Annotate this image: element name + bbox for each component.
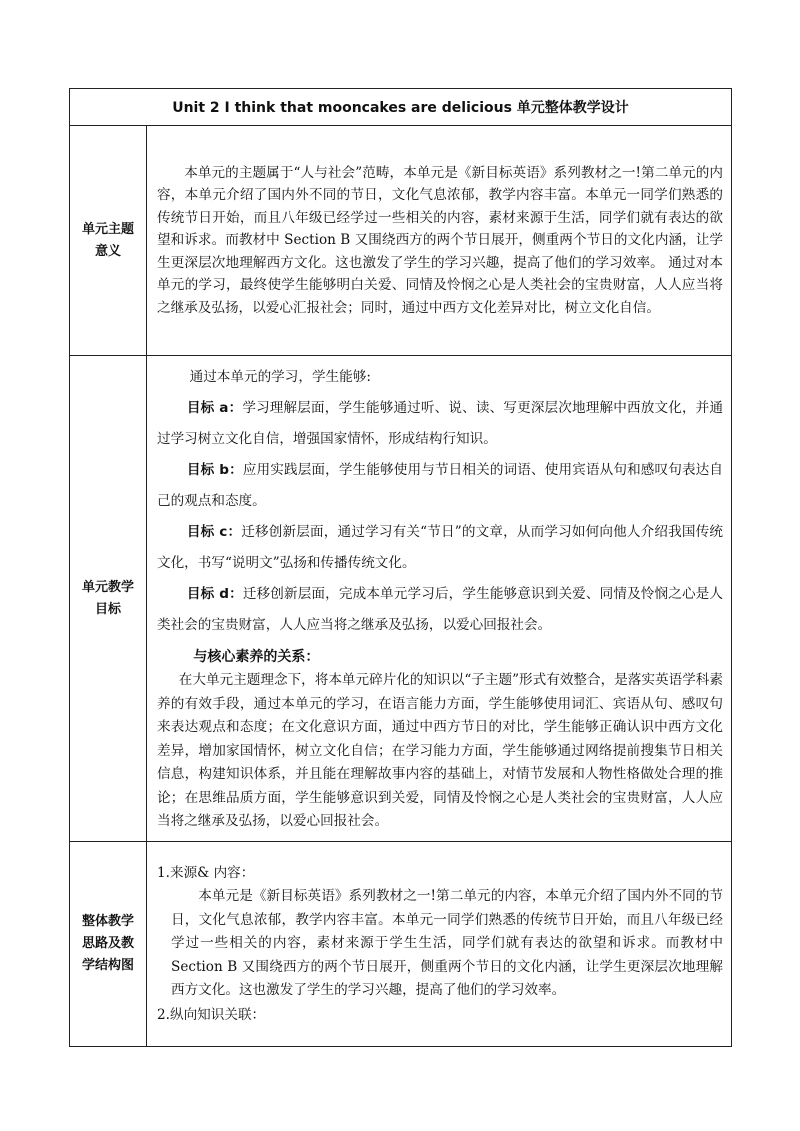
goals-label: 单元教学目标	[70, 356, 147, 842]
structure-label: 整体教学思路及教学结构图	[70, 842, 147, 1047]
goal-c	[157, 517, 723, 579]
theme-label: 单元主题意义	[70, 126, 147, 356]
goals-row	[70, 356, 732, 842]
goal-b	[157, 455, 723, 517]
section2-title: 2.纵向知识关联：	[157, 1006, 266, 1023]
goal-d-title: 目标 d：	[186, 586, 243, 603]
goal-d-text: 迁移创新层面，完成本单元学习后，学生能够意识到关爱、同情及怜悯之心是人类社会的宝贵财富，人人应当将之继承及弘扬，以爱心回报社会。	[157, 586, 724, 634]
goal-a	[157, 393, 723, 455]
document-title: Unit 2 I think that mooncakes are delicious 单元整体教学设计	[70, 89, 732, 126]
structure-cell	[147, 842, 732, 1047]
theme-cell	[147, 126, 732, 356]
goal-c-title: 目标 c：	[186, 524, 242, 541]
goal-b-text: 应用实践层面，学生能够使用与节日相关的词语、使用宾语从句和感叹句表达自己的观点和态度。	[157, 462, 724, 510]
structure-row	[70, 842, 732, 1047]
section1-title: 1.来源& 内容：	[157, 865, 255, 882]
goal-a-text: 学习理解层面，学生能够通过听、说、读、写更深层次地理解中西放文化，并通过学习树立文化自信，增强国家情怀，形成结构行知识。	[157, 400, 724, 448]
theme-row	[70, 126, 732, 356]
design-table	[69, 88, 732, 1047]
goal-c-text: 迁移创新层面，通过学习有关“节日”的文章，从而学习如何向他人介绍我国传统文化，书写“说明文”弘扬和传播传统文化。	[157, 524, 723, 572]
section1-text: 本单元是《新目标英语》系列教材之一!第二单元的内容，本单元介绍了国内外不同的节日，文化气息浓郁，教学内容丰富。本单元一同学们熟悉的传统节日开始，而且八年级已经学过一些相关的内容，素材来源于学生生活，同学们就有表达的欲望和诉求。而教材中 Section B 又围绕西方的两个节日展开，侧重两个节日的文化内涵，让学生更深层次地理解西方文化。这也激发了学生的学习兴趣，提高了他们的学习效率。	[171, 888, 723, 999]
relation-title: 与核心素养的关系：	[193, 649, 320, 666]
goal-b-title: 目标 b：	[186, 462, 243, 479]
goals-intro: 通过本单元的学习，学生能够:	[189, 369, 371, 386]
theme-text: 本单元的主题属于“人与社会”范畴，本单元是《新目标英语》系列教材之一!第二单元的内容，本单元介绍了国内外不同的节日，文化气息浓郁，教学内容丰富。本单元一同学们熟悉的传统节日开始，而且八年级已经学过一些相关的内容，素材来源于生活，同学们就有表达的欲望和诉求。而教材中 Section B 又围绕西方的两个节日展开，侧重两个节日的文化内涵，让学生更深层次地理解西方文化。这也激发了学生的学习兴趣，提高了他们的学习效率。 通过对本单元的学习，最终使学生能够明白关爱、同情及怜悯之心是人类社会的宝贵财富，人人应当将之继承及弘扬，以爱心汇报社会；同时，通过中西方文化差异对比，树立文化自信。	[157, 164, 723, 316]
goal-d	[157, 579, 723, 641]
relation-text: 在大单元主题理念下，将本单元碎片化的知识以“子主题”形式有效整合，是落实英语学科素养的有效手段，通过本单元的学习，在语言能力方面，学生能够使用词汇、宾语从句、感叹句来表达观点和态度；在文化意识方面，通过中西方节日的对比，学生能够正确认识中西方文化差异，增加家国情怀，树立文化自信；在学习能力方面，学生能够通过网络提前搜集节日相关信息，构建知识体系，并且能在理解故事内容的基础上，对情节发展和人物性格做处合理的推论；在思维品质方面，学生能够意识到关爱，同情及怜悯之心是人类社会的宝贵财富，人人应当将之继承及弘扬，以爱心回报社会。	[157, 672, 723, 830]
title-row	[70, 89, 732, 126]
goal-a-title: 目标 a：	[186, 400, 243, 417]
goals-cell	[147, 356, 732, 842]
